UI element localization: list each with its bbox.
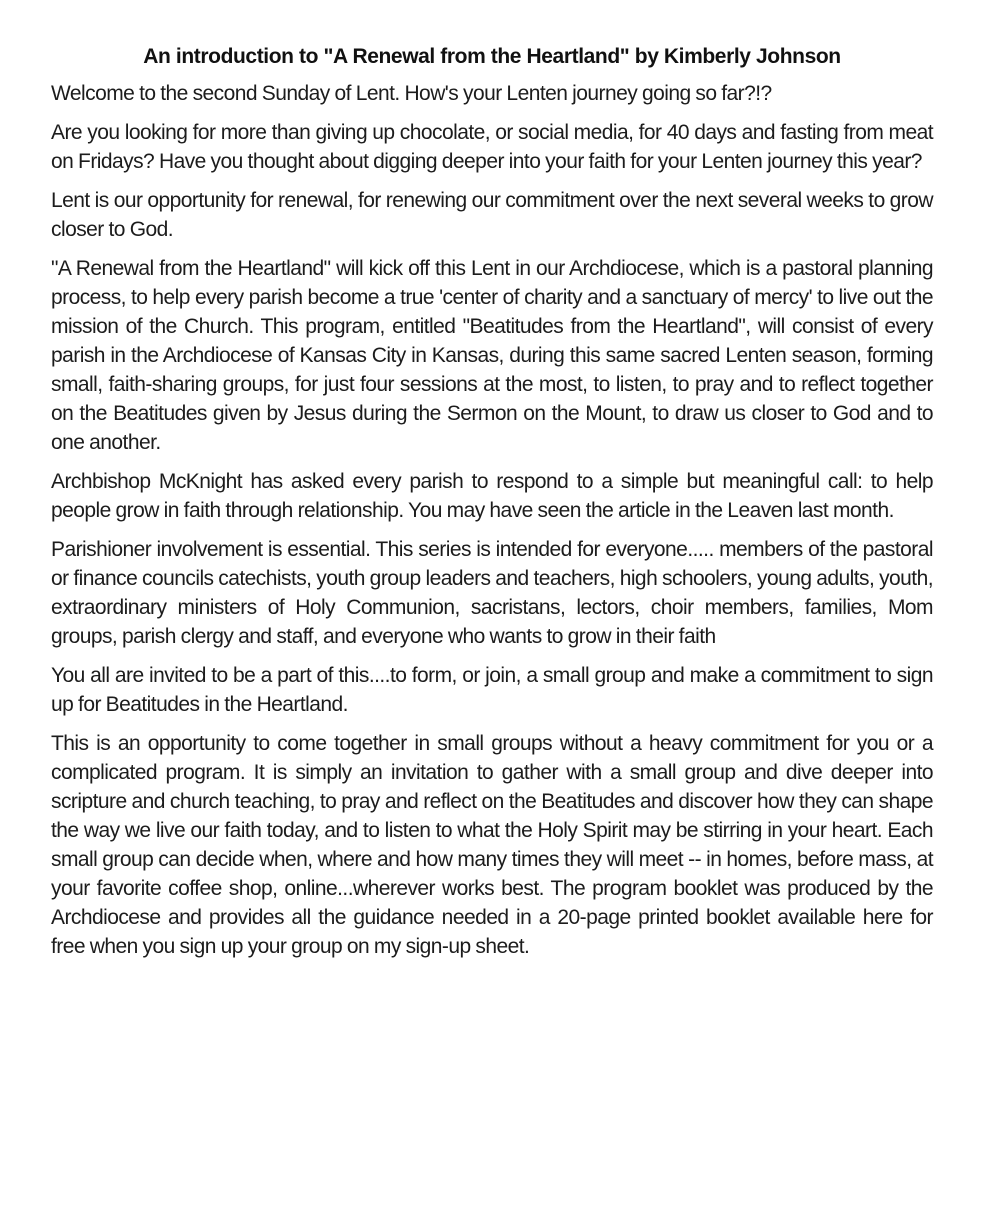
- paragraph-welcome: Welcome to the second Sunday of Lent. How's your Lenten journey going so far?!?: [51, 82, 772, 105]
- paragraph-opportunity-details: This is an opportunity to come together in small groups without a heavy commitment for you or a complicated program. It is simply an invitation to gather with a small group and dive deeper into scripture and church teaching, to pray and reflect on the Beatitudes and discover how they can shape the way we live our faith today, and to listen to what the Holy Spirit may be stirring in your heart. Each small group can decide when, where and how many times they will meet -- in homes, before mass, at your favorite coffee shop, online...wherever works best. The program booklet was produced by the Archdiocese and provides all the guidance needed in a 20-page printed booklet available here for free when you sign up your group on my sign-up sheet.: [51, 732, 933, 958]
- paragraph-program-description: "A Renewal from the Heartland" will kick off this Lent in our Archdiocese, which is a pastoral planning process, to help every parish become a true 'center of charity and a sanctuary of mercy' to live out the mission of the Church. This program, entitled "Beatitudes from the Heartland", will consist of every parish in the Archdiocese of Kansas City in Kansas, during this same sacred Lenten season, forming small, faith-sharing groups, for just four sessions at the most, to listen, to pray and to reflect together on the Beatitudes given by Jesus during the Sermon on the Mount, to draw us closer to God and to one another.: [51, 257, 933, 454]
- paragraph-archbishop-call: Archbishop McKnight has asked every parish to respond to a simple but meaningful call: to help people grow in faith through relationship. You may have seen the article in the Leaven last month.: [51, 470, 933, 522]
- document-page: [51, 42, 933, 971]
- paragraph-lent-renewal: Lent is our opportunity for renewal, for renewing our commitment over the next several weeks to grow closer to God.: [51, 189, 933, 241]
- paragraph-parishioner-involvement: Parishioner involvement is essential. This series is intended for everyone..... members of the pastoral or finance councils catechists, youth group leaders and teachers, high schoolers, young adults, youth, extraordinary ministers of Holy Communion, sacristans, lectors, choir members, families, Mom groups, parish clergy and staff, and everyone who wants to grow in their faith: [51, 538, 933, 648]
- paragraph-invitation: You all are invited to be a part of this....to form, or join, a small group and make a commitment to sign up for Beatitudes in the Heartland.: [51, 664, 933, 716]
- document-title: An introduction to "A Renewal from the Heartland" by Kimberly Johnson: [143, 45, 841, 68]
- paragraph-looking-for-more: Are you looking for more than giving up chocolate, or social media, for 40 days and fasting from meat on Fridays? Have you thought about digging deeper into your faith for your Lenten journey this year?: [51, 121, 933, 173]
